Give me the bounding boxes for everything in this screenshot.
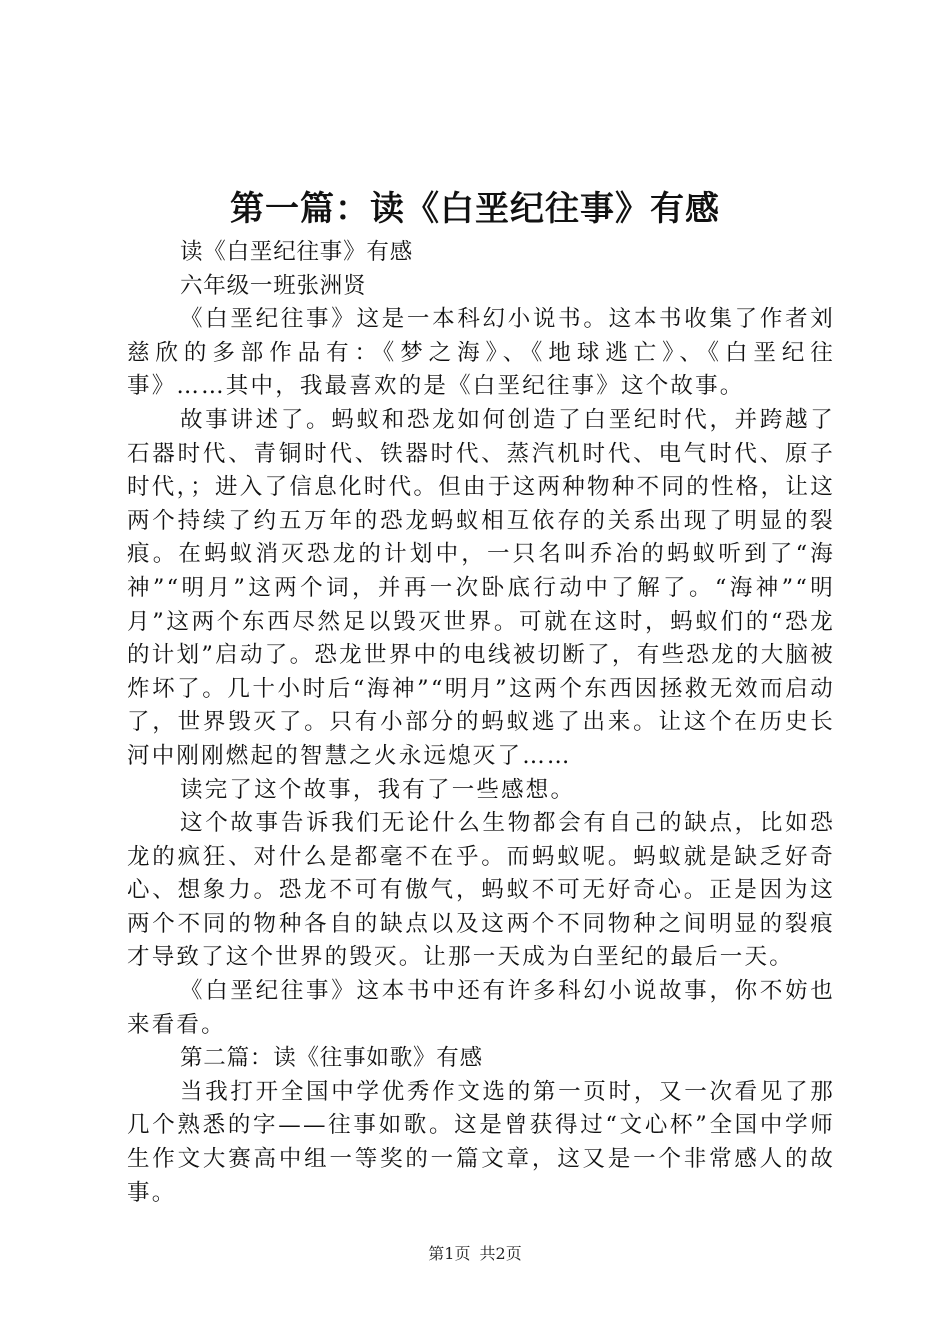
document-body xyxy=(127,236,835,1210)
paragraph: 故事讲述了。蚂蚁和恐龙如何创造了白垩纪时代，并跨越了石器时代、青铜时代、铁器时代、蒸汽机时代、电气时代、原子时代，；进入了信息化时代。但由于这两种物种不同的性格，让这两个持续了约五万年的恐龙蚂蚁相互依存的关系出现了明显的裂痕。在蚂蚁消灭恐龙的计划中，一只名叫乔冶的蚂蚁听到了“海神”“明月”这两个词，并再一次卧底行动中了解了。“海神”“明月”这两个东西尽然足以毁灭世界。可就在这时，蚂蚁们的“恐龙的计划”启动了。恐龙世界中的电线被切断了，有些恐龙的大脑被炸坏了。几十小时后“海神”“明月”这两个东西因拯救无效而启动了，世界毁灭了。只有小部分的蚂蚁逃了出来。让这个在历史长河中刚刚燃起的智慧之火永远熄灭了…… xyxy=(127,406,835,769)
section-heading: 第二篇：读《往事如歌》有感 xyxy=(180,1045,483,1072)
paragraph: 读完了这个故事，我有了一些感想。 xyxy=(180,776,576,803)
paragraph-subtitle: 读《白垩纪往事》有感 xyxy=(180,239,414,265)
paragraph: 《白垩纪往事》这是一本科幻小说书。这本书收集了作者刘慈欣的多部作品有：《梦之海》、《地球逃亡》、《白垩纪往事》……其中，我最喜欢的是《白垩纪往事》这个故事。 xyxy=(127,306,835,400)
page-total: 共2页 xyxy=(479,1244,522,1263)
paragraph: 《白垩纪往事》这本书中还有许多科幻小说故事，你不妨也来看看。 xyxy=(127,978,835,1038)
page-number: 第1页 xyxy=(428,1244,471,1263)
paragraph-author: 六年级一班张洲贤 xyxy=(180,272,367,299)
page-footer xyxy=(0,1242,950,1266)
document-title: 第一篇：读《白垩纪往事》有感 xyxy=(230,189,720,229)
paragraph: 当我打开全国中学优秀作文选的第一页时，又一次看见了那几个熟悉的字——往事如歌。这是曾获得过“文心杯”全国中学师生作文大赛高中组一等奖的一篇文章，这又是一个非常感人的故事。 xyxy=(127,1078,835,1206)
paragraph: 这个故事告诉我们无论什么生物都会有自己的缺点，比如恐龙的疯狂、对什么是都毫不在乎。而蚂蚁呢。蚂蚁就是缺乏好奇心、想象力。恐龙不可有傲气，蚂蚁不可无好奇心。正是因为这两个不同的物种各自的缺点以及这两个不同物种之间明显的裂痕才导致了这个世界的毁灭。让那一天成为白垩纪的最后一天。 xyxy=(127,810,835,971)
